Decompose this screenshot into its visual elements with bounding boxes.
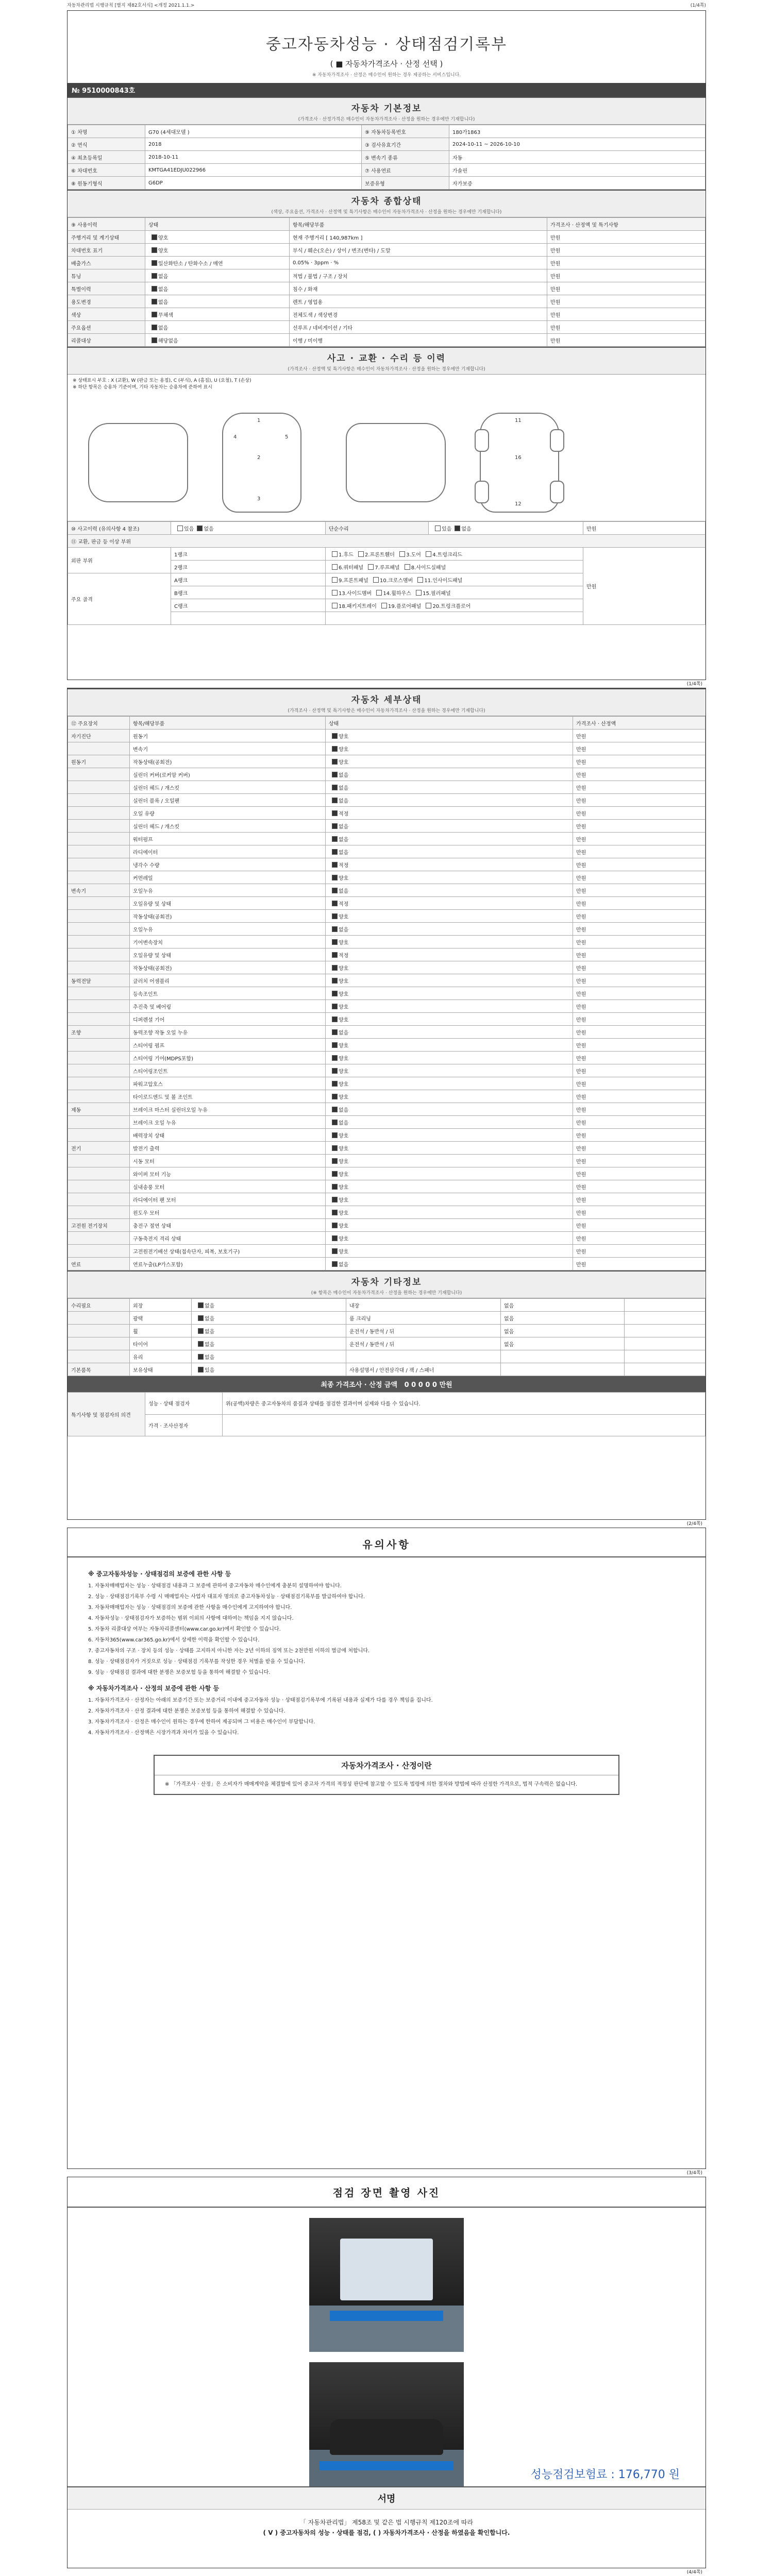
detail-row: 실내송풍 모터 양호 만원 <box>68 1180 705 1193</box>
accident-legend: ※ 상태표시 부호 : X (교환), W (판금 또는 용접), C (부식), A (흠집), U (요철), T (손상) ※ 하단 항목은 승용차 기준이며, 기타 자동차는 승용차에 준하여 표시 <box>73 378 251 390</box>
checkbox <box>198 1328 204 1334</box>
notice-body: ※ 중고자동차성능 · 상태점검의 보증에 관한 사항 등 1. 자동차매매업자는 성능 · 상태점검 내용과 그 보증에 관하여 중고자동차 매수인에게 충분히 설명하여야 합니다. 2. 성능 · 상태점검기록부 수령 시 매매업자는 사업자 대표자 명의로 중고자동차성능 · 상태점검기록부를 발급하여야 합니다. 3. 자동차매매업자는 성능 · 상태점검의 보증에 관한 사항을 매수인에게 고지하여야 합니다. 4. 자동차성능 · 상태점검자가 보증하는 범위 이외의 사항에 대하여는 책임을 지지 않습니다. 5. 자동차 리콜대상 여부는 자동차리콜센터(www.car.go.kr)에서 확인할 수 있습니다. 6. 자동차365(www.car365.go.kr)에서 상세한 이력을 확인할 수 있습니다. 7. 중고자동차의 구조 · 장치 등의 성능 · 상태를 고지하지 아니한 자는 2년 이하의 징역 또는 2천만원 이하의 벌금에 처합니다. 8. 성능 · 상태점검자가 거짓으로 성능 · 상태점검 기록부를 작성한 경우 처벌을 받을 수 있습니다. 9. 성능 · 상태점검 결과에 대한 분쟁은 보증보험 등을 통하여 해결할 수 있습니다. ※ 자동차가격조사 · 산정의 보증에 관한 사항 등 1. 자동차가격조사 · 산정자는 아래의 보증기간 또는 보증거리 이내에 중고자동차 성능 · 상태점검기록부에 기록된 내용과 실제가 다를 경우 책임을 집니다. 2. 자동차가격조사 · 산정 결과에 대한 분쟁은 보증보험 등을 통하여 해결할 수 있습니다. 3. 자동차가격조사 · 산정은 매수인이 원하는 경우에 한하여 제공되며 그 비용은 매수인이 부담합니다. 4. 자동차가격조사 · 산정액은 시장가격과 차이가 있을 수 있습니다. <box>68 1557 705 1744</box>
notice-item: 2. 성능 · 상태점검기록부 수령 시 매매업자는 사업자 대표자 명의로 중고자동차성능 · 상태점검기록부를 발급하여야 합니다. <box>88 1594 365 1600</box>
detail-row: 변속기 양호 만원 <box>68 742 705 755</box>
checkbox <box>332 1029 338 1035</box>
checkbox <box>332 746 338 752</box>
checkbox <box>332 939 338 945</box>
notice-item: 1. 자동차매매업자는 성능 · 상태점검 내용과 그 보증에 관하여 중고자동차 매수인에게 충분히 설명하여야 합니다. <box>88 1583 342 1589</box>
detail-row: 스티어링 펌프 양호 만원 <box>68 1039 705 1052</box>
col-items: 항목/해당부품 <box>290 218 547 231</box>
checkbox <box>332 862 338 868</box>
checkbox <box>332 888 338 893</box>
checkbox <box>332 913 338 919</box>
detail-row: 라디에이터 팬 모터 양호 만원 <box>68 1193 705 1206</box>
other-row: 휠 없음 운전석 / 동반석 / 뒤 없음 <box>68 1325 705 1337</box>
basic-row: ④ 최초등록일 2018-10-11 ⑤ 변속기 종류 자동 <box>68 151 705 164</box>
checkbox <box>332 785 338 790</box>
checkbox <box>332 1210 338 1215</box>
status-row: 주행거리 및 계기상태 양호 현재 주행거리 [ 140,987km ] 만원 <box>68 231 705 244</box>
col-history: ⑨ 사용이력 <box>68 218 145 231</box>
detail-row: 디퍼렌셜 기어 양호 만원 <box>68 1013 705 1026</box>
other-row: 기본품목 보유상태 있음 사용설명서 / 안전삼각대 / 잭 / 스패너 <box>68 1363 705 1376</box>
checkbox <box>332 926 338 932</box>
detail-row: 커먼레일 양호 만원 <box>68 871 705 884</box>
checkbox <box>332 759 338 765</box>
notice-title: 유의사항 <box>68 1528 705 1557</box>
checkbox <box>332 798 338 803</box>
notice-item: 8. 성능 · 상태점검자가 거짓으로 성능 · 상태점검 기록부를 작성한 경우 처벌을 받을 수 있습니다. <box>88 1659 305 1665</box>
signature-statement: 「 자동차관리법」 제58조 및 같은 법 시행규칙 제120조에 따라 ( V ) 중고자동차의 성능 · 상태를 점검, ( ) 자동차가격조사 · 산정을 하였음을 확인합니다. <box>263 2519 510 2536</box>
checkbox <box>332 823 338 829</box>
checkbox <box>332 978 338 984</box>
price-info-box: 자동차가격조사 · 산정이란 ※ 「가격조사 · 산정」은 소비자가 매매계약을 체결함에 있어 중고차 가격의 적정성 판단에 참고할 수 있도록 법령에 의한 절차와 방법에 따라 산정한 가격으로, 법적 구속력은 없습니다. <box>154 1755 619 1795</box>
notice-item: 4. 자동차성능 · 상태점검자가 보증하는 범위 이외의 사항에 대하여는 책임을 지지 않습니다. <box>88 1616 294 1621</box>
checkbox <box>332 1261 338 1267</box>
checkbox <box>152 312 157 317</box>
notice-item: 7. 중고자동차의 구조 · 장치 등의 성능 · 상태를 고지하지 아니한 자는 2년 이하의 징역 또는 2천만원 이하의 벌금에 처합니다. <box>88 1648 370 1654</box>
detail-row: 브레이크 오일 누유 없음 만원 <box>68 1116 705 1129</box>
document-note: ※ 자동차가격조사 · 산정은 매수인이 원하는 경우 제공하는 서비스입니다. <box>312 73 461 78</box>
detail-row: 스티어링 기어(MDPS포함) 양호 만원 <box>68 1052 705 1064</box>
checkbox <box>332 1171 338 1177</box>
checkbox <box>152 286 157 292</box>
detail-row: 냉각수 수량 적정 만원 <box>68 858 705 871</box>
detail-row: 구동축전지 격리 상태 양호 만원 <box>68 1232 705 1245</box>
detail-row: 시동 모터 양호 만원 <box>68 1155 705 1167</box>
inspection-photo-1 <box>309 2218 464 2352</box>
col-status: 상태 <box>145 218 290 231</box>
page-4: 점검 장면 촬영 사진 성능점검보험료 : 176,770 원 서명 「 자동차관리법」 제58조 및 같은 법 시행규칙 제120조에 따라 ( V ) 중고자동차의 성능 · 상태를 점검, ( ) 자동차가격조사 · 산정을 하였음을 확인합니다. (4/4쪽) <box>67 2177 706 2568</box>
other-row: 광택 없음 룸 크리닝 없음 <box>68 1312 705 1325</box>
page-3: 유의사항 ※ 중고자동차성능 · 상태점검의 보증에 관한 사항 등 1. 자동차매매업자는 성능 · 상태점검 내용과 그 보증에 관하여 중고자동차 매수인에게 충분히 설명하여야 합니다. 2. 성능 · 상태점검기록부 수령 시 매매업자는 사업자 대표자 명의로 중고자동차성능 · 상태점검기록부를 발급하여야 합니다. 3. 자동차매매업자는 성능 · 상태점검의 보증에 관한 사항을 매수인에게 고지하여야 합니다. 4. 자동차성능 · 상태점검자가 보증하는 범위 이외의 사항에 대하여는 책임을 지지 않습니다. 5. 자동차 리콜대상 여부는 자동차리콜센터(www.car.go.kr)에서 확인할 수 있습니다. 6. 자동차365(www.car365.go.kr)에서 상세한 이력을 확인할 수 있습니다. 7. 중고자동차의 구조 · 장치 등의 성능 · 상태를 고지하지 아니한 자는 2년 이하의 징역 또는 2천만원 이하의 벌금에 처합니다. 8. 성능 · 상태점검자가 거짓으로 성능 · 상태점검 기록부를 작성한 경우 처벌을 받을 수 있습니다. 9. 성능 · 상태점검 결과에 대한 분쟁은 보증보험 등을 통하여 해결할 수 있습니다. ※ 자동차가격조사 · 산정의 보증에 관한 사항 등 1. 자동차가격조사 · 산정자는 아래의 보증기간 또는 보증거리 이내에 중고자동차 성능 · 상태점검기록부에 기록된 내용과 실제가 다를 경우 책임을 집니다. 2. 자동차가격조사 · 산정 결과에 대한 분쟁은 보증보험 등을 통하여 해결할 수 있습니다. 3. 자동차가격조사 · 산정은 매수인이 원하는 경우에 한하여 제공되며 그 비용은 매수인이 부담합니다. 4. 자동차가격조사 · 산정액은 시장가격과 차이가 있을 수 있습니다. 자동차가격조사 · 산정이란 ※ 「가격조사 · 산정」은 소비자가 매매계약을 체결함에 있어 중고차 가격의 적정성 판단에 참고할 수 있도록 법령에 의한 절차와 방법에 따라 산정한 가격으로, 법적 구속력은 없습니다. (3/4쪽) <box>67 1528 706 2169</box>
page-number: (1/4쪽) <box>686 682 702 687</box>
detail-row: 조향 동력조향 작동 오일 누유 없음 만원 <box>68 1026 705 1039</box>
status-row: 색상 무채색 전체도색 / 색상변경 만원 <box>68 308 705 321</box>
checkbox <box>332 1132 338 1138</box>
detail-row: 실린더 헤드 / 개스킷 없음 만원 <box>68 820 705 833</box>
status-row: 주요옵션 없음 선루프 / 네비게이션 / 기타 만원 <box>68 321 705 334</box>
status-row: 튜닝 없음 적법 / 불법 / 구조 / 장치 만원 <box>68 269 705 282</box>
checkbox <box>332 1158 338 1164</box>
checkbox <box>332 1223 338 1228</box>
checkbox <box>198 1341 204 1347</box>
checkbox <box>152 325 157 330</box>
detail-row: 오일유량 및 상태 적정 만원 <box>68 948 705 961</box>
car-diagram <box>68 392 705 521</box>
detail-row: 오일유량 및 상태 적정 만원 <box>68 897 705 910</box>
overall-status-header: 자동차 종합상태 (색상, 주요옵션, 가격조사 · 산정액 및 특기사항은 매수인이 자동차가격조사 · 산정을 원하는 경우에만 기재합니다) <box>68 190 705 217</box>
document-subtitle: ( ■ 자동차가격조사 · 산정 선택 ) <box>330 59 443 69</box>
checkbox <box>332 1004 338 1009</box>
notice-item: 3. 자동차매매업자는 성능 · 상태점검의 보증에 관한 사항을 매수인에게 고지하여야 합니다. <box>88 1605 292 1611</box>
checkbox <box>332 836 338 842</box>
detail-row: 워터펌프 없음 만원 <box>68 833 705 845</box>
other-info-header: 자동차 기타정보 (※ 항목은 매수인이 자동차가격조사 · 산정을 원하는 경우에만 기재합니다) <box>68 1270 705 1298</box>
checkbox <box>332 1120 338 1125</box>
special-notes-table: 특기사항 및 점검자의 의견 성능 · 상태 점검자 위(공백)차량은 중고자동차의 품질과 상태를 점검한 결과이며 실제와 다를 수 있습니다. 가격 · 조사산정자 <box>68 1392 705 1436</box>
insurance-fee: 성능점검보험료 : 176,770 원 <box>530 2468 680 2481</box>
detail-row: 원동기 작동상태(공회전) 양호 만원 <box>68 755 705 768</box>
checkbox <box>198 1315 204 1321</box>
accident-table: ⑩ 사고이력 (유의사항 4 참조) 있음 없음 단순수리 있음 없음 만원 ⑪ 교환, 판금 등 이상 부위 외판 부위 1랭크 1.후드 2.프론트휀더 3.도어 4.트렁크리드 만원 2랭크 6.쿼터패널 7.루프패널 8.사이드실패널 주요 골격 A랭크 9.프론트패널 10.크로스멤버 11.인사이드패널 B랭크 13.사이드멤버 14.휠하우스 15.필러패널 C랭크 18.패키지트레이 19.플로어패널 20.트렁크플로어 <box>68 521 705 625</box>
other-info-table <box>68 1298 705 1376</box>
basic-row: ⑧ 원동기형식 G6DP 보증유형 자가보증 <box>68 177 705 190</box>
inspection-photo-2 <box>309 2362 464 2496</box>
accident-header: 사고 · 교환 · 수리 등 이력 (가격조사 · 산정액 및 특기사항은 매수인이 자동차가격조사 · 산정을 원하는 경우에만 기재합니다) <box>68 347 705 375</box>
checkbox <box>332 875 338 880</box>
checkbox <box>198 1302 204 1308</box>
checkbox <box>332 772 338 777</box>
detail-row: 자기진단 원동기 양호 만원 <box>68 730 705 742</box>
final-price-bar: 최종 가격조사 · 산정 금액 0 0 0 0 0 만원 <box>68 1376 705 1392</box>
detail-row: 고전원전기배선 상태(접속단자, 피복, 보호기구) 양호 만원 <box>68 1245 705 1258</box>
checkbox <box>332 1197 338 1202</box>
page-2: 자동차 세부상태 (가격조사 · 산정액 및 특기사항은 매수인이 자동차가격조사 · 산정을 원하는 경우에만 기재합니다) ⑫ 주요장치 항목/해당부품 상태 가격조사 · 산정액 자기진단 원동기 양호 만원 변속기 양호 만원 원동기 작동상태(공회전) 양호 만원 실린더 커버(로커암 커버) 없음 만원 실린더 헤드 / 개스킷 없음 만원 실린더 블록 / 오일팬 없음 만원 오일 유량 적정 만원 실린더 헤드 / 개스킷 없음 만원 워터펌프 없음 만원 라디에이터 없음 만원 냉각수 수량 적정 만원 커먼레일 양호 만원 변속기 오일누유 없음 만원 오일유량 및 상태 적정 만원 작동상태(공회전) 양호 만원 오일누유 없음 만원 기어변속장치 양호 만원 오일유량 및 상태 적정 만원 작동상태(공회전) 양호 만원 동력전달 클러치 어셈블리 양호 만원 등속조인트 양호 만원 추진축 및 베어링 양호 만원 디퍼렌셜 기어 양호 만원 조향 동력조향 작동 오일 누유 없음 만원 스티어링 펌프 양호 만원 스티어링 기어(MDPS포함) 양호 만원 스티어링조인트 양호 만원 파워고압호스 양호 만원 타이로드엔드 및 볼 조인트 양호 만원 제동 브레이크 마스터 실린더오일 누유 없음 만원 브레이크 오일 누유 없음 만원 배력장치 상태 양호 만원 전기 발전기 출력 양호 만원 시동 모터 양호 만원 와이퍼 모터 기능 양호 만원 실내송풍 모터 양호 만원 라디에이터 팬 모터 양호 만원 윈도우 모터 양호 만원 고전원 전기장치 충전구 절연 상태 양호 만원 구동축전지 격리 상태 양호 만원 고전원전기배선 상태(접속단자, 피복, 보호기구) 양호 만원 연료 연료누출(LP가스포함) 없음 만원 자동차 기타정보 (※ 항목은 매수인이 자동차가격조사 · 산정을 원하는 경우에만 기재합니다) 수리필요 외장 없음 내장 없음 광택 없음 룸 크리닝 없음 휠 없음 운전석 / 동반석 / 뒤 없음 타이어 없음 운전석 / 동반석 / 뒤 없음 유리 없음 기본품목 보유상태 있음 사용설명서 / 안전삼각대 / 잭 / 스패너 최종 가격조사 · 산정 금액 0 0 0 0 0 만원 특기사항 및 점검자의 의견 성능 · 상태 점검자 위(공백)차량은 중고자동차의 품질과 상태를 점검한 결과이며 실제와 다를 수 있습니다. 가격 · 조사산정자 (2/4쪽) <box>67 688 706 1520</box>
detail-row: 기어변속장치 양호 만원 <box>68 936 705 948</box>
detail-header: 자동차 세부상태 (가격조사 · 산정액 및 특기사항은 매수인이 자동차가격조사 · 산정을 원하는 경우에만 기재합니다) <box>68 688 705 716</box>
car-frame: 11 16 12 <box>480 413 559 513</box>
detail-row: 오일 유량 적정 만원 <box>68 807 705 820</box>
other-row: 수리필요 외장 없음 내장 없음 <box>68 1299 705 1312</box>
car-top-front: 1 4 5 2 3 <box>222 413 301 513</box>
detail-row: 작동상태(공회전) 양호 만원 <box>68 961 705 974</box>
detail-row: 실린더 헤드 / 개스킷 없음 만원 <box>68 781 705 794</box>
checkbox <box>152 337 157 343</box>
basic-row: ② 연식 2018 ③ 검사유효기간 2024-10-11 ~ 2026-10-10 <box>68 138 705 151</box>
checkbox <box>198 1354 204 1360</box>
car-side-right <box>346 423 446 502</box>
notice-item: 1. 자동차가격조사 · 산정자는 아래의 보증기간 또는 보증거리 이내에 중고자동차 성능 · 상태점검기록부에 기록된 내용과 실제가 다를 경우 책임을 집니다. <box>88 1698 433 1703</box>
notice-item: 4. 자동차가격조사 · 산정액은 시장가격과 차이가 있을 수 있습니다. <box>88 1730 239 1736</box>
detail-row: 동력전달 클러치 어셈블리 양호 만원 <box>68 974 705 987</box>
checkbox <box>152 273 157 279</box>
detail-row: 윈도우 모터 양호 만원 <box>68 1206 705 1219</box>
detail-table: ⑫ 주요장치 항목/해당부품 상태 가격조사 · 산정액 자기진단 원동기 양호 만원 변속기 양호 만원 원동기 작동상태(공회전) 양호 만원 실린더 커버(로커암 커버) 없음 만원 실린더 헤드 / 개스킷 없음 만원 실린더 블록 / 오일팬 없음 만원 오일 유량 적정 만원 실린더 헤드 / 개스킷 없음 만원 워터펌프 없음 만원 라디에이터 없음 만원 냉각수 수량 적정 만원 커먼레일 양호 만원 변속기 오일누유 없음 만원 오일유량 및 상태 적정 만원 작동상태(공회전) 양호 만원 오일누유 없음 만원 기어변속장치 양호 만원 오일유량 및 상태 적정 만원 작동상태(공회전) 양호 만원 동력전달 클러치 어셈블리 양호 만원 등속조인트 양호 만원 추진축 및 베어링 양호 만원 디퍼렌셜 기어 양호 만원 조향 동력조향 작동 오일 누유 없음 만원 스티어링 펌프 양호 만원 스티어링 기어(MDPS포함) 양호 만원 스티어링조인트 양호 만원 파워고압호스 양호 만원 타이로드엔드 및 볼 조인트 양호 만원 제동 브레이크 마스터 실린더오일 누유 없음 만원 브레이크 오일 누유 없음 만원 배력장치 상태 양호 만원 전기 발전기 출력 양호 만원 시동 모터 양호 만원 와이퍼 모터 기능 양호 만원 실내송풍 모터 양호 만원 라디에이터 팬 모터 양호 만원 윈도우 모터 양호 만원 고전원 전기장치 충전구 절연 상태 양호 만원 구동축전지 격리 상태 양호 만원 고전원전기배선 상태(접속단자, 피복, 보호기구) 양호 만원 연료 연료누출(LP가스포함) 없음 만원 <box>68 716 705 1270</box>
checkbox <box>152 247 157 253</box>
checkbox <box>152 299 157 304</box>
status-row: 리콜대상 해당없음 이행 / 미이행 만원 <box>68 334 705 347</box>
detail-row: 변속기 오일누유 없음 만원 <box>68 884 705 897</box>
detail-row: 파워고압호스 양호 만원 <box>68 1077 705 1090</box>
checkbox <box>332 733 338 739</box>
signature-header: 서명 <box>68 2486 705 2510</box>
checkbox <box>332 1068 338 1074</box>
status-row: 용도변경 없음 렌트 / 영업용 만원 <box>68 295 705 308</box>
checkbox <box>332 1235 338 1241</box>
document-title: 중고자동차성능 · 상태점검기록부 <box>265 36 508 54</box>
page-indicator: (1/4쪽) <box>690 3 706 8</box>
detail-row: 오일누유 없음 만원 <box>68 923 705 936</box>
checkbox <box>332 1107 338 1112</box>
detail-row: 제동 브레이크 마스터 실린더오일 누유 없음 만원 <box>68 1103 705 1116</box>
detail-row: 연료 연료누출(LP가스포함) 없음 만원 <box>68 1258 705 1270</box>
checkbox <box>332 901 338 906</box>
detail-row: 타이로드엔드 및 볼 조인트 양호 만원 <box>68 1090 705 1103</box>
checkbox <box>332 991 338 996</box>
checkbox <box>332 1184 338 1190</box>
checkbox <box>332 810 338 816</box>
notice-item: 5. 자동차 리콜대상 여부는 자동차리콜센터(www.car.go.kr)에서 확인할 수 있습니다. <box>88 1626 281 1632</box>
detail-row: 스티어링조인트 양호 만원 <box>68 1064 705 1077</box>
other-row: 유리 없음 <box>68 1350 705 1363</box>
form-header: 자동차관리법 시행규칙 [별지 제82호서식] <개정 2021.1.1.> <box>67 3 195 8</box>
basic-row: ① 차명 G70 (4세대모델 ) ⑨ 자동차등록번호 180가1863 <box>68 125 705 138</box>
checkbox <box>332 1145 338 1151</box>
notice-item: 6. 자동차365(www.car365.go.kr)에서 상세한 이력을 확인할 수 있습니다. <box>88 1637 260 1643</box>
car-side-left <box>88 423 188 502</box>
checkbox <box>198 1367 204 1372</box>
basic-row: ⑥ 차대번호 KMTGA41EDJU022966 ⑦ 사용연료 가솔린 <box>68 164 705 177</box>
status-row: 배출가스 일산화탄소 / 탄화수소 / 매연 0.05% · 3ppm · % 만원 <box>68 257 705 269</box>
page-1 <box>67 10 706 687</box>
detail-row: 와이퍼 모터 기능 양호 만원 <box>68 1167 705 1180</box>
notice-item: 2. 자동차가격조사 · 산정 결과에 대한 분쟁은 보증보험 등을 통하여 해결할 수 있습니다. <box>88 1708 285 1714</box>
detail-row: 배력장치 상태 양호 만원 <box>68 1129 705 1142</box>
detail-row: 실린더 블록 / 오일팬 없음 만원 <box>68 794 705 807</box>
detail-row: 등속조인트 양호 만원 <box>68 987 705 1000</box>
notice-item: 3. 자동차가격조사 · 산정은 매수인이 원하는 경우에 한하여 제공되며 그 비용은 매수인이 부담합니다. <box>88 1719 315 1725</box>
checkbox <box>332 1094 338 1099</box>
col-price: 가격조사 · 산정액 및 특기사항 <box>547 218 705 231</box>
checkbox <box>332 1016 338 1022</box>
photo-title: 점검 장면 촬영 사진 <box>68 2177 705 2208</box>
checkbox <box>332 1081 338 1087</box>
checkbox <box>332 1248 338 1254</box>
status-row: 차대번호 표기 양호 부식 / 훼손(오손) / 상이 / 변조(변타) / 도말 만원 <box>68 244 705 257</box>
detail-row: 고전원 전기장치 충전구 절연 상태 양호 만원 <box>68 1219 705 1232</box>
checkbox <box>332 849 338 855</box>
detail-row: 추진축 및 베어링 양호 만원 <box>68 1000 705 1013</box>
checkbox <box>332 1042 338 1048</box>
detail-row: 작동상태(공회전) 양호 만원 <box>68 910 705 923</box>
document-number: № 9510000843호 <box>68 83 705 97</box>
basic-info-header: 자동차 기본정보 (가격조사 · 산정가격은 매수인이 자동차가격조사 · 산정을 원하는 경우에만 기재합니다) <box>68 97 705 125</box>
detail-row: 라디에이터 없음 만원 <box>68 845 705 858</box>
overall-status-table <box>68 217 705 347</box>
checkbox <box>152 234 157 240</box>
other-row: 타이어 없음 운전석 / 동반석 / 뒤 없음 <box>68 1337 705 1350</box>
status-row: 특별이력 없음 침수 / 화재 만원 <box>68 282 705 295</box>
checkbox <box>332 952 338 958</box>
detail-row: 실린더 커버(로커암 커버) 없음 만원 <box>68 768 705 781</box>
basic-info-table <box>68 125 705 190</box>
checkbox <box>332 965 338 971</box>
checkbox <box>332 1055 338 1061</box>
notice-item: 9. 성능 · 상태점검 결과에 대한 분쟁은 보증보험 등을 통하여 해결할 수 있습니다. <box>88 1670 271 1675</box>
detail-row: 전기 발전기 출력 양호 만원 <box>68 1142 705 1155</box>
checkbox <box>152 260 157 266</box>
